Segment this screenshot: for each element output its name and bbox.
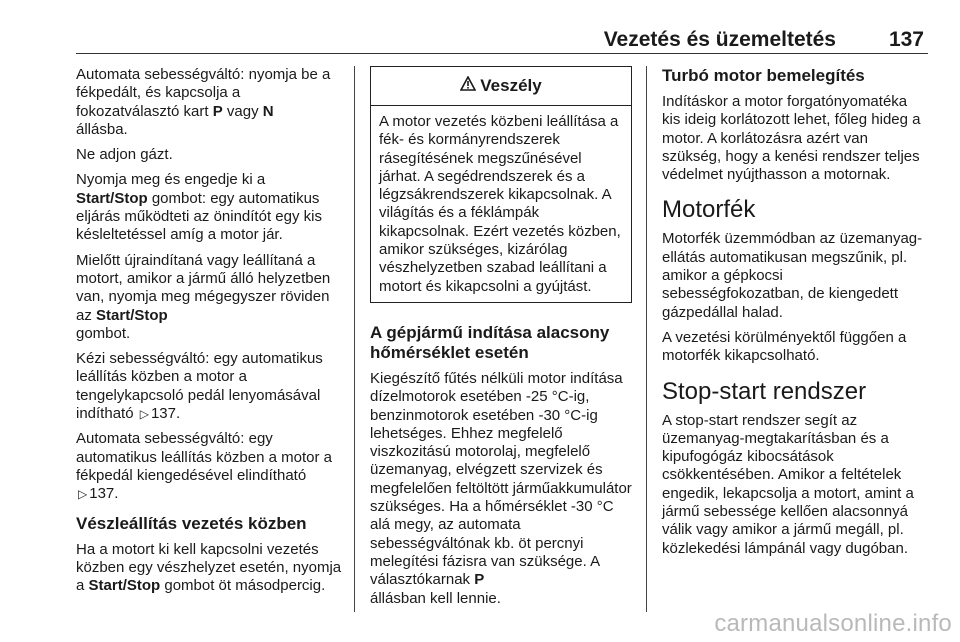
column-middle xyxy=(370,66,632,615)
page-header xyxy=(76,0,928,54)
danger-header xyxy=(371,67,631,106)
heading-engine-brake: Motorfék xyxy=(662,196,756,224)
danger-text: A motor vezetés közbeni leállítása a fék- és kormányrendszerek rásegítésének megszűnésével járhat. A segédrendszerek és a légzsákrendszerek kikapcsolnak. A világítás és a féklámpák kikapcsolnak. Ezért vezetés közben, amikor szükséges, kizárólag vészhelyzetben szabad leállítani a motort és kikapcsolni a gyújtást. xyxy=(379,113,621,295)
paragraph-manual-autostop: Kézi sebességváltó: egy automatikus leállítás közben a motor a tengelykapcsoló pedál lenyomásával indítható ▷ 137. xyxy=(76,350,323,423)
paragraph-press-start-stop: Nyomja meg és engedje ki a Start/Stop gombot: egy automatikus eljárás működteti az önindítót egy kis késleltetéssel amíg a motor jár. xyxy=(76,171,322,244)
heading-stop-start: Stop-start rendszer xyxy=(662,377,867,405)
danger-box xyxy=(370,66,632,303)
warning-triangle-icon xyxy=(460,76,476,95)
heading-emergency-stop: Vészleállítás vezetés közben xyxy=(76,513,307,533)
danger-title: Veszély xyxy=(480,75,542,95)
paragraph-automatic-start: Automata sebességváltó: nyomja be a fékpedált, és kapcsolja a fokozatválasztó kart P vagy N állásba. xyxy=(76,66,331,138)
page-number: 137 xyxy=(888,28,924,51)
column-divider-left xyxy=(354,66,355,612)
watermark: carmanualsonline.info xyxy=(714,610,952,637)
header-rule xyxy=(76,53,928,54)
paragraph-automatic-autostop: Automata sebességváltó: egy automatikus leállítás közben a motor a fékpedál kiengedésével elindítható ▷ 137. xyxy=(76,430,332,503)
paragraph-stop-start: A stop-start rendszer segít az üzemanyag-megtakarításban és a kipufogógáz kibocsátások csökkentésében. Amikor a feltételek engedik, lekapcsolja a motort, amint a jármű sebessége kellően alacsonnyá válik vagy amikor a jármű megáll, pl. közlekedési lámpánál vagy dugóban. xyxy=(662,411,914,557)
paragraph-turbo-warmup: Indításkor a motor forgatónyomatéka kis ideig korlátozott lehet, főleg hideg a motor. A korlátozásra azért van szükség, hogy a kenési rendszer teljes védelmet nyújthasson a motornak. xyxy=(662,93,921,184)
paragraph-engine-brake-2: A vezetési körülményektől függően a motorfék kikapcsolható. xyxy=(662,328,907,365)
column-left xyxy=(76,66,342,602)
paragraph-emergency-stop: Ha a motort ki kell kapcsolni vezetés közben egy vészhelyzet esetén, nyomja a Start/Stop gombot öt másodpercig. xyxy=(76,540,342,595)
column-right xyxy=(662,66,928,565)
page-reference[interactable]: 137. xyxy=(150,405,181,423)
page-reference-icon: ▷ xyxy=(78,487,88,502)
page-reference[interactable]: 137. xyxy=(89,485,119,503)
paragraph-engine-brake-1: Motorfék üzemmódban az üzemanyag-ellátás automatikusan megszűnik, pl. amikor a gépkocsi sebességfokozatban, de kiengedett gázpedállal halad. xyxy=(662,230,923,321)
column-divider-right xyxy=(646,66,647,612)
heading-cold-start: A gépjármű indítása alacsony hőmérséklet esetén xyxy=(370,322,610,362)
paragraph-no-throttle: Ne adjon gázt. xyxy=(76,146,173,164)
heading-turbo-warmup: Turbó motor bemelegítés xyxy=(662,66,865,85)
paragraph-cold-start: Kiegészítő fűtés nélküli motor indítása dízelmotorok esetében -25 °C-ig, benzinmotorok esetében -30 °C-ig lehetséges. Ehhez megfelelő viszkozitású motorolaj, megfelelő üzemanyag, elvégzett szervizek és megfelelően feltöltött járműakkumulátor szükséges. Ha a hőmérséklet -30 °C alá megy, az automata sebességváltónak kb. öt percnyi melegítési fázisra van szüksége. A választókarnak P állásban kell lennie. xyxy=(370,369,632,607)
paragraph-restart: Mielőtt újraindítaná vagy leállítaná a motort, amikor a jármű álló helyzetben van, nyomja meg mégegyszer röviden az Start/Stop gombot. xyxy=(76,251,331,342)
page-reference-icon: ▷ xyxy=(139,407,149,422)
section-title: Vezetés és üzemeltetés xyxy=(603,28,836,51)
